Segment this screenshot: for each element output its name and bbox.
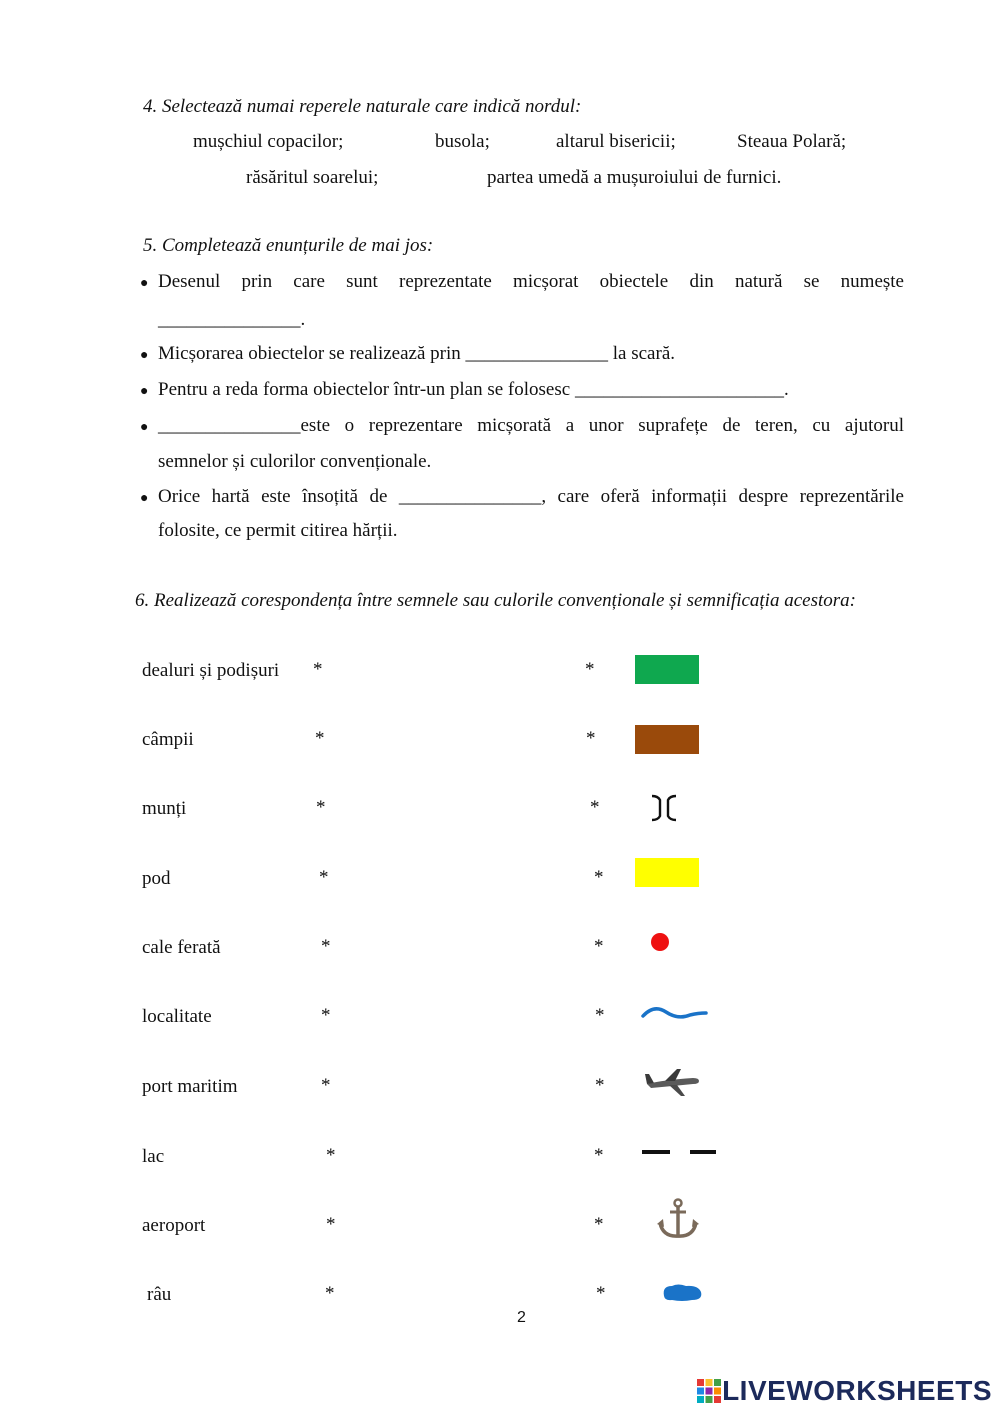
left-star-5[interactable]: *: [321, 936, 331, 957]
right-star-9[interactable]: *: [594, 1214, 604, 1235]
left-star-3[interactable]: *: [316, 797, 326, 818]
bullet-icon: ●: [140, 491, 149, 506]
term-munti: munți: [142, 798, 187, 819]
q5-bullet-3-text[interactable]: Pentru a reda forma obiectelor într-un plan se folosesc ______________________.: [158, 379, 789, 400]
red-dot-icon: [649, 931, 671, 953]
term-dealuri: dealuri și podișuri: [142, 660, 280, 681]
q4-option-2[interactable]: busola;: [435, 131, 490, 152]
q4-option-5[interactable]: răsăritul soarelui;: [246, 167, 379, 188]
liveworksheets-logo-text: LIVEWORKSHEETS: [722, 1375, 992, 1406]
liveworksheets-logo-icon: [696, 1378, 722, 1404]
page-number: 2: [517, 1309, 526, 1326]
green-swatch: [635, 655, 699, 684]
q5-bullet-5-line-1[interactable]: Orice hartă este însoțită de _______________, care oferă informații despre reprezentările: [158, 486, 904, 507]
term-campii: câmpii: [142, 729, 194, 750]
q5-blank-1[interactable]: _______________.: [158, 309, 306, 330]
term-aeroport: aeroport: [142, 1215, 206, 1236]
q4-option-6[interactable]: partea umedă a mușuroiului de furnici.: [487, 167, 782, 188]
q5-bullet-4-line-1[interactable]: _______________este o reprezentare micșorată a unor suprafețe de teren, cu ajutorul: [158, 415, 904, 436]
left-star-1[interactable]: *: [313, 659, 323, 680]
left-star-10[interactable]: *: [325, 1283, 335, 1304]
bullet-icon: ●: [140, 420, 149, 435]
q5-bullet-5-line-2: folosite, ce permit citirea hărții.: [158, 520, 398, 541]
question-4-title: 4. Selectează numai reperele naturale care indică nordul:: [143, 96, 582, 117]
term-pod: pod: [142, 868, 171, 889]
bridge-icon: [648, 792, 680, 824]
bullet-icon: ●: [140, 276, 149, 291]
term-rau: râu: [147, 1284, 172, 1305]
right-star-6[interactable]: *: [595, 1005, 605, 1026]
term-port-maritim: port maritim: [142, 1076, 238, 1097]
q4-option-1[interactable]: mușchiul copacilor;: [193, 131, 344, 152]
right-star-3[interactable]: *: [590, 797, 600, 818]
brown-swatch: [635, 725, 699, 754]
q4-option-4[interactable]: Steaua Polară;: [737, 131, 847, 152]
left-star-9[interactable]: *: [326, 1214, 336, 1235]
q5-bullet-1: [140, 271, 904, 293]
question-5-title: 5. Completează enunțurile de mai jos:: [143, 235, 434, 256]
yellow-swatch: [635, 858, 699, 887]
q5-bullet-1-text: Desenul prin care sunt reprezentate micșorat obiectele din natură se numește: [158, 271, 904, 292]
q5-bullet-3: [140, 379, 904, 401]
term-localitate: localitate: [142, 1006, 212, 1027]
q5-bullet-2: [140, 343, 904, 365]
left-star-6[interactable]: *: [321, 1005, 331, 1026]
right-star-4[interactable]: *: [594, 867, 604, 888]
blue-lake-icon: [658, 1280, 706, 1306]
right-star-10[interactable]: *: [596, 1283, 606, 1304]
right-star-5[interactable]: *: [594, 936, 604, 957]
left-star-8[interactable]: *: [326, 1145, 336, 1166]
right-star-2[interactable]: *: [586, 728, 596, 749]
right-star-1[interactable]: *: [585, 659, 595, 680]
blue-wave-icon: [640, 1000, 710, 1028]
right-star-7[interactable]: *: [595, 1075, 605, 1096]
question-6-title: 6. Realizează corespondența între semnele sau culorile convenționale și semnificația acestora:: [135, 590, 856, 611]
right-star-8[interactable]: *: [594, 1145, 604, 1166]
term-lac: lac: [142, 1146, 165, 1167]
term-cale-ferata: cale ferată: [142, 937, 221, 958]
airplane-icon: [643, 1066, 701, 1098]
bullet-icon: ●: [140, 384, 149, 399]
q5-bullet-2-text[interactable]: Micșorarea obiectelor se realizează prin _______________ la scară.: [158, 343, 675, 364]
bullet-icon: ●: [140, 348, 149, 363]
dashed-line-icon: [640, 1145, 720, 1159]
left-star-4[interactable]: *: [319, 867, 329, 888]
q4-option-3[interactable]: altarul bisericii;: [556, 131, 676, 152]
anchor-icon: [655, 1197, 701, 1241]
liveworksheets-logo[interactable]: [696, 1375, 992, 1407]
left-star-7[interactable]: *: [321, 1075, 331, 1096]
left-star-2[interactable]: *: [315, 728, 325, 749]
q5-bullet-4: [140, 415, 904, 437]
q5-bullet-4-line-2: semnelor și culorilor convenționale.: [158, 451, 432, 472]
q5-bullet-5: [140, 486, 904, 508]
